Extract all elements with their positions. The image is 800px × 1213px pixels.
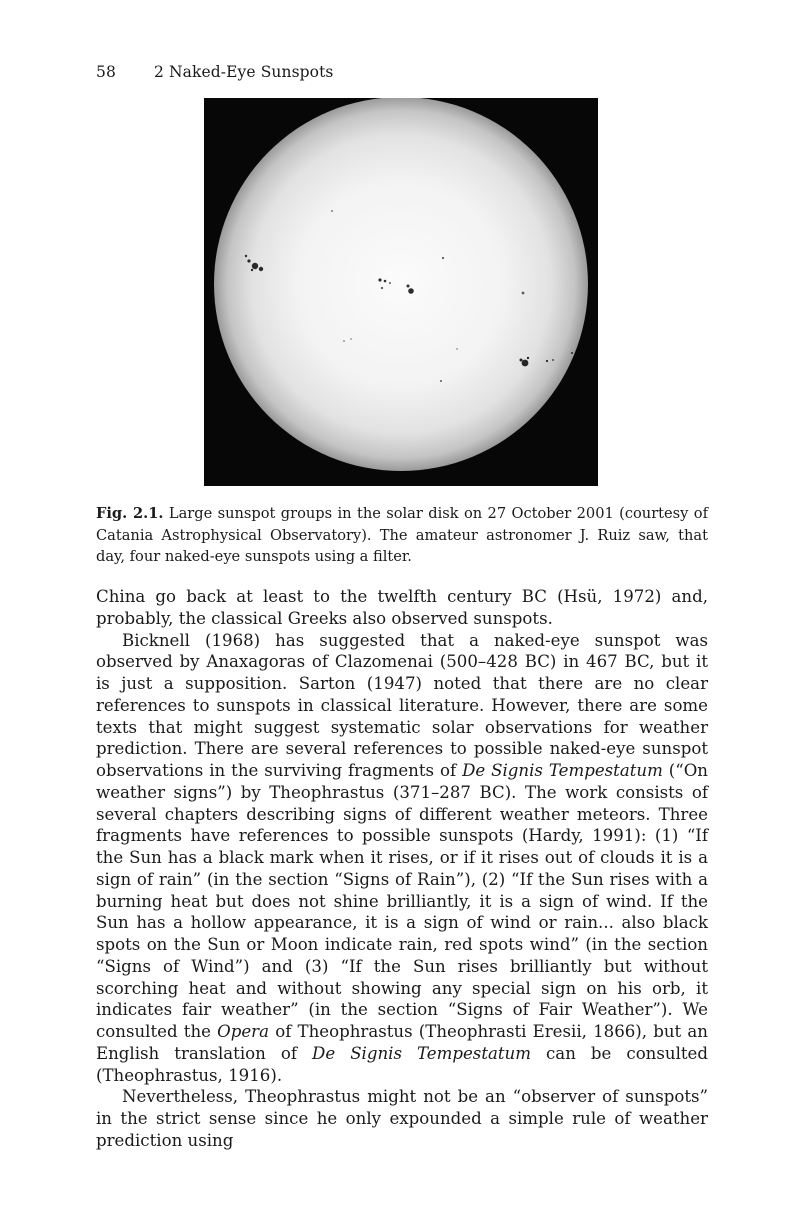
running-title: 2 Naked-Eye Sunspots <box>154 63 334 81</box>
running-header <box>96 63 333 81</box>
solar-disk <box>214 98 588 471</box>
paragraph-2-part-d: can be consulted (Theophrastus, 1916). <box>96 1043 708 1085</box>
figure-caption <box>96 503 708 568</box>
paragraph-2 <box>96 630 708 1087</box>
italic-title-de-signis: De Signis Tempestatum <box>462 761 663 780</box>
italic-title-de-signis-2: De Signis Tempestatum <box>312 1043 531 1063</box>
caption-text: Large sunspot groups in the solar disk on 27 October 2001 (courtesy of Catania Astrophysical Observatory). The amateur astronomer J. Ruiz saw, that day, four naked-eye sunspots using a filter. <box>96 505 708 565</box>
paragraph-1: China go back at least to the twelfth century BC (Hsü, 1972) and, probably, the classical Greeks also observed sunspots. <box>96 587 708 628</box>
paragraph-2-part-b: (“On weather signs”) by Theophrastus (371–287 BC). The work consists of several chapters describing signs of different weather meteors. Three fragments have references to possible sunspots (Hardy, 1991): (1) “If the Sun has a black mark when it rises, or if it rises out of clouds it is a sign of rain” (in the section “Signs of Rain”), (2) “If the Sun rises with a burning heat but does not shine brilliantly, it is a sign of wind. If the Sun has a hollow appearance, it is a sign of wind or rain... also black spots on the Sun or Moon indicate rain, red spots wind” (in the section “Signs of Wind”) and (3) “If the Sun rises brilliantly but without scorching heat and without showing any special sign on his orb, it indicates fair weather” (in the section “Signs of Fair Weather”). We consulted the <box>96 761 708 1041</box>
paragraph-3: Nevertheless, Theophrastus might not be an “observer of sunspots” in the strict sense since he only expounded a simple rule of weather prediction using <box>96 1087 708 1150</box>
sun-disk-figure <box>204 98 598 486</box>
italic-title-opera: Opera <box>217 1022 270 1041</box>
page-number: 58 <box>96 63 116 81</box>
sun-disk-photograph-icon <box>204 98 598 486</box>
figure-label: Fig. 2.1. <box>96 505 164 522</box>
body-text <box>96 586 708 1152</box>
paragraph-2-part-a: Bicknell (1968) has suggested that a naked-eye sunspot was observed by Anaxagoras of Clazomenai (500–428 BC) in 467 BC, but it is just a supposition. Sarton (1947) noted that there are no clear references to sunspots in classical literature. However, there are some texts that might suggest systematic solar observations for weather prediction. There are several references to possible naked-eye sunspot observations in the surviving fragments of <box>96 630 708 780</box>
paragraph-2-part-c: of Theophrastus (Theophrasti Eresii, 1866), but an English translation of <box>96 1022 708 1063</box>
